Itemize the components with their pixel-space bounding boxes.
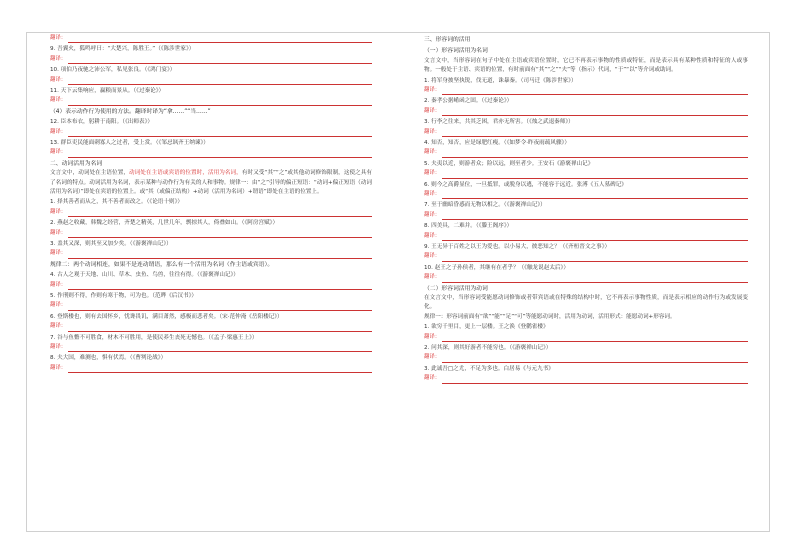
answer-line[interactable] xyxy=(50,148,372,157)
answer-line[interactable] xyxy=(50,343,372,352)
answer-label: 翻译： xyxy=(424,128,441,135)
answer-rule xyxy=(68,36,372,43)
answer-rule xyxy=(442,213,748,220)
answer-label: 翻译： xyxy=(424,191,441,197)
question-item: 4. 古人之观于天地、山川、草木、虫鱼、鸟兽，往往有得。（《游褒禅山记》） xyxy=(50,272,239,279)
answer-rule xyxy=(68,210,372,217)
answer-rule xyxy=(442,172,748,179)
answer-rule xyxy=(442,356,748,363)
question-item: 12. 臣本布衣，躬耕于南阳。（《出师表》） xyxy=(50,119,153,126)
answer-rule xyxy=(442,88,748,95)
rule-heading: 规律一：形容词前面有“欲”“能”“足”“可”等能愿动词时，活用为动词，活用形式：能愿动词+形容词。 xyxy=(424,313,676,320)
question-item: 9. 王无异于百姓之以王为爱也。以小易大，彼恶知之？（《齐桓晋文之事》） xyxy=(424,244,611,250)
answer-line[interactable] xyxy=(50,34,372,43)
answer-label: 翻译： xyxy=(424,274,441,281)
answer-label: 翻译： xyxy=(50,34,67,41)
answer-line[interactable] xyxy=(50,229,372,238)
answer-line[interactable] xyxy=(424,273,748,282)
question-item: 4. 知否，知否，应是绿肥红瘦。（《如梦令·昨夜雨疏风骤》） xyxy=(424,140,570,147)
section-heading: 三、形容词的活用 xyxy=(424,37,471,43)
answer-line[interactable] xyxy=(424,353,748,362)
subsection-heading: （一）形容词活用为名词 xyxy=(424,48,488,55)
answer-label: 翻译： xyxy=(50,149,67,156)
question-item: 3. 此诚吾□之尤，不足为多也。白居易《与元九书》 xyxy=(424,365,554,372)
left-column xyxy=(50,34,372,534)
answer-line[interactable] xyxy=(50,322,372,331)
answer-line[interactable] xyxy=(50,208,372,217)
answer-line[interactable] xyxy=(50,55,372,64)
question-item: 1. 将军身披坚执锐，伐无道，诛暴秦。（司马迁《陈涉世家》） xyxy=(424,77,577,84)
answer-label: 翻译： xyxy=(424,232,441,239)
answer-rule xyxy=(68,231,372,238)
answer-rule xyxy=(68,130,372,137)
answer-rule xyxy=(442,130,748,137)
answer-line[interactable] xyxy=(424,169,748,178)
answer-line[interactable] xyxy=(424,333,748,342)
answer-label: 翻译： xyxy=(50,281,67,288)
question-item: 6. 登斯楼也，则有去国怀乡，忧谗畏讥，满目萧然，感极而悲者矣。（宋·范仲淹《岳阳楼记》） xyxy=(50,313,283,320)
question-item: 3. 盖其又深，则其至又加少矣。（《游褒禅山记》） xyxy=(50,241,172,247)
answer-rule xyxy=(442,109,748,116)
answer-rule xyxy=(68,283,372,290)
answer-line[interactable] xyxy=(424,232,748,241)
answer-line[interactable] xyxy=(424,374,748,383)
answer-rule xyxy=(442,151,748,158)
answer-label: 翻译： xyxy=(50,302,67,309)
rule-heading: （4）表示动作行为使用的方法。翻译时译为“拿……”“当……” xyxy=(50,108,211,115)
answer-rule xyxy=(68,304,372,311)
answer-label: 翻译： xyxy=(424,354,441,361)
section-paragraph xyxy=(50,169,372,197)
answer-label: 翻译： xyxy=(50,250,67,257)
answer-label: 翻译： xyxy=(50,323,67,330)
question-item: 1. 择其善者而从之，其不善者而改之。（《论语十则》） xyxy=(50,199,183,206)
question-item: 10. 项伯乃夜驰之沛公军，私见张良。（《鸿门宴》） xyxy=(50,67,176,74)
answer-rule xyxy=(68,366,372,373)
answer-label: 翻译： xyxy=(50,76,67,83)
question-item: 11. 天下云集响应，赢粮而景从。（《过秦论》） xyxy=(50,87,165,94)
question-item: 2. 问其深，则其好游者不能穷也。（《游褒禅山记》） xyxy=(424,345,552,352)
paragraph-text: 文言文中，动词处在主语位置， xyxy=(50,170,129,177)
question-item: 2. 燕赵之收藏，韩魏之经营，齐楚之精英，几世几年，剽掠其人，倚叠如山。（《阿房宫赋》） xyxy=(50,220,279,227)
answer-rule xyxy=(68,252,372,259)
section-heading: 二、动词活用为名词 xyxy=(50,160,103,167)
answer-label: 翻译： xyxy=(50,55,67,62)
answer-line[interactable] xyxy=(424,148,748,157)
answer-label: 翻译： xyxy=(50,364,67,371)
question-item: 3. 行李之往来，共其乏困，君亦无所害。（《烛之武退秦师》） xyxy=(424,119,574,126)
question-item: 8. 四美具，二难并。（《滕王阁序》） xyxy=(424,223,513,230)
answer-rule xyxy=(68,345,372,352)
question-item: 7. 至于幽暗昏惑而无物以相之。（《游褒禅山记》） xyxy=(424,202,546,209)
subsection-heading: （二）形容词活用为动词 xyxy=(424,285,488,292)
answer-label: 翻译： xyxy=(424,253,441,260)
question-item: 10. 赵王之子孙侯者，其继有在者乎？（《触龙说赵太后》） xyxy=(424,264,569,271)
answer-line[interactable] xyxy=(50,301,372,310)
section-paragraph: 文言文中，当形容词在句子中处在主语或宾语位置时，它已不再表示事物的性质或特征，而是表示具有某种性质和特征的人或事物。一般处于主语、宾语的位置，有时前面有“其”“之”“夫”等（指示）代词，“于”“以”等介词或助词。 xyxy=(424,57,748,74)
rule-heading: 规律二：两个动词相连，如果不是连动谓语，那么有一个活用为名词（作主语或宾语）。 xyxy=(50,261,274,268)
question-item: 5. 作刑则不得，作则有寒于物，可为也。（范晔《后汉书》） xyxy=(50,293,197,299)
answer-label: 翻译： xyxy=(424,107,441,114)
answer-line[interactable] xyxy=(50,364,372,373)
answer-rule xyxy=(442,276,748,283)
question-item: 1. 欲穷千里目，更上一层楼。王之涣《登鹳雀楼》 xyxy=(424,324,549,331)
answer-line[interactable] xyxy=(424,211,748,220)
answer-label: 翻译： xyxy=(424,211,441,218)
answer-rule xyxy=(442,192,748,199)
question-item: 5. 夫夷以近，则游者众；险以远，则至者少。王安石《游褒禅山记》 xyxy=(424,160,594,167)
answer-line[interactable] xyxy=(50,76,372,85)
answer-rule xyxy=(442,255,748,262)
section-paragraph: 在文言文中，当形容词受能愿动词修饰或者带宾语或在特殊的结构中时，它不再表示事物性质，而是表示相应的动作行为或发展变化。 xyxy=(424,295,748,311)
right-column xyxy=(424,34,748,534)
answer-label: 翻译： xyxy=(424,333,441,340)
answer-line[interactable] xyxy=(50,281,372,290)
answer-label: 翻译： xyxy=(424,170,441,177)
question-item: 9. 吾翼火，狐鸣呼曰：“大楚兴，陈胜王。”（《陈涉世家》） xyxy=(50,46,195,53)
question-item: 7. 谷与鱼鳖不可胜食，材木不可胜用，是使民养生丧死无憾也。（《孟子·梁惠王上》） xyxy=(50,334,258,341)
answer-line[interactable] xyxy=(424,86,748,95)
answer-line[interactable] xyxy=(424,190,748,199)
answer-line[interactable] xyxy=(424,107,748,116)
question-item: 6. 则今之高爵显位，一旦抵罪，或脱身以逃，不能容于远近。张溥《五人墓碑记》 xyxy=(424,181,627,188)
answer-rule xyxy=(68,57,372,64)
answer-label: 翻译： xyxy=(424,375,441,382)
answer-rule xyxy=(442,377,748,384)
highlighted-text: 动词处在主语或宾语的位置时，活用为名词， xyxy=(128,170,242,177)
answer-line[interactable] xyxy=(50,249,372,258)
answer-rule xyxy=(68,99,372,106)
answer-label: 翻译： xyxy=(424,87,441,94)
answer-label: 翻译： xyxy=(50,208,67,215)
question-item: 8. 夫大国，难测也，惧有伏焉。（《曹刿论战》） xyxy=(50,355,167,362)
answer-line[interactable] xyxy=(50,96,372,105)
answer-line[interactable] xyxy=(50,128,372,137)
question-item: 2. 秦孝公据崤函之固。（《过秦论》） xyxy=(424,98,513,105)
answer-label: 翻译： xyxy=(50,229,67,236)
answer-label: 翻译： xyxy=(50,97,67,104)
answer-line[interactable] xyxy=(424,128,748,137)
answer-rule xyxy=(68,325,372,332)
answer-label: 翻译： xyxy=(50,128,67,135)
answer-rule xyxy=(442,234,748,241)
answer-line[interactable] xyxy=(424,252,748,261)
answer-label: 翻译： xyxy=(424,149,441,156)
paragraph-text: 有时又受“其”“之”或其他动词修饰限制，这使之具有了名词的特点。动词活用为名词，表示某种与动作行为有关的人和事物。规律一：由“之”引导的偏正短语：“动词+偏正短语（动词活用为名词）”即处在宾语的位置上。或“其（或偏正结构）+动词（活用为名词）+谓语”即处在主语的位置上。 xyxy=(50,170,372,195)
answer-rule xyxy=(68,78,372,85)
question-item: 13. 群臣吏民能面刺寡人之过者，受上赏。（《邹忌讽齐王纳谏》） xyxy=(50,139,209,146)
answer-rule xyxy=(68,151,372,158)
answer-rule xyxy=(442,335,748,342)
answer-label: 翻译： xyxy=(50,343,67,350)
